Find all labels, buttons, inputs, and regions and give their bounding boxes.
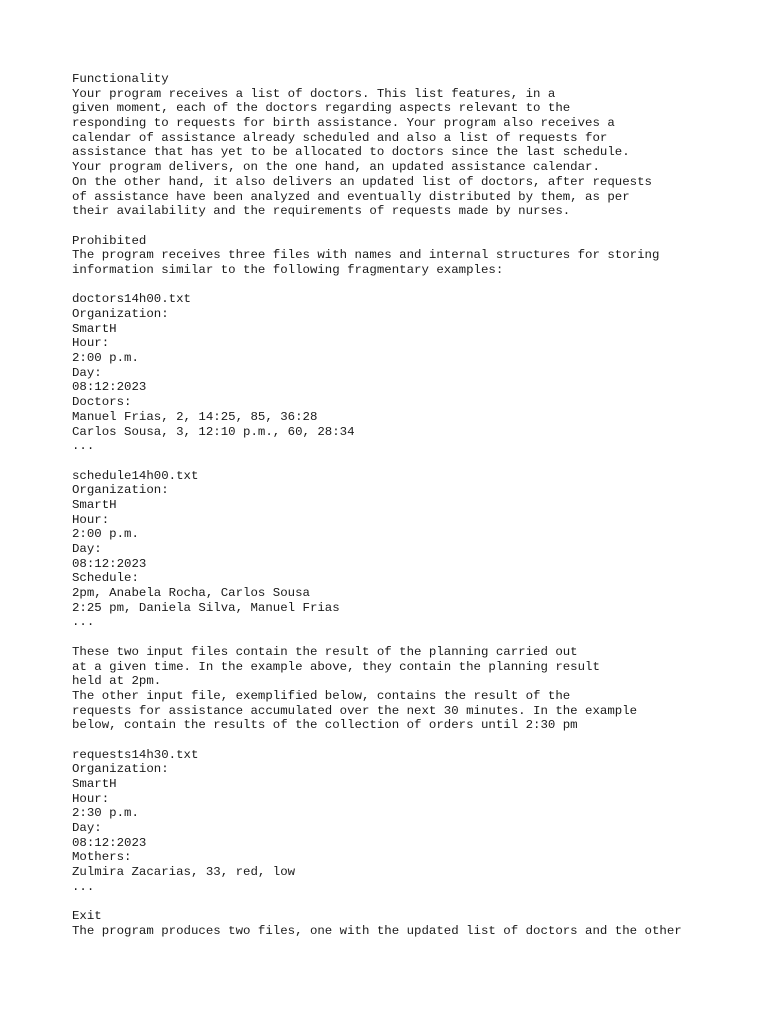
document-line: Your program receives a list of doctors. This list features, in a — [72, 86, 556, 101]
document-line: at a given time. In the example above, they contain the planning result — [72, 659, 600, 674]
document-line: given moment, each of the doctors regarding aspects relevant to the — [72, 101, 571, 116]
document-line: Prohibited — [72, 233, 147, 248]
document-line: assistance that has yet to be allocated to doctors since the last schedule. — [72, 145, 630, 160]
document-line: responding to requests for birth assistance. Your program also receives a — [72, 116, 615, 131]
document-line: SmartH — [72, 321, 117, 336]
document-line: Carlos Sousa, 3, 12:10 p.m., 60, 28:34 — [72, 424, 355, 439]
document-line: ... — [72, 879, 95, 894]
document-line — [72, 219, 712, 234]
document-line: The other input file, exemplified below, contains the result of the — [72, 688, 571, 703]
document-line: 2:00 p.m. — [72, 351, 139, 366]
document-line: Manuel Frias, 2, 14:25, 85, 36:28 — [72, 409, 318, 424]
document-line: 2pm, Anabela Rocha, Carlos Sousa — [72, 586, 310, 601]
document-line: their availability and the requirements of requests made by nurses. — [72, 204, 571, 219]
document-line: Hour: — [72, 336, 110, 351]
document-line: requests for assistance accumulated over the next 30 minutes. In the example — [72, 703, 638, 718]
document-line: requests14h30.txt — [72, 747, 199, 762]
document-line: The program produces two files, one with the updated list of doctors and the other — [72, 923, 682, 938]
document-line: Organization: — [72, 762, 169, 777]
document-line: ... — [72, 615, 95, 630]
document-line: Doctors: — [72, 395, 132, 410]
document-line: 2:25 pm, Daniela Silva, Manuel Frias — [72, 600, 340, 615]
document-line: Day: — [72, 542, 102, 556]
document-line: Schedule: — [72, 571, 139, 586]
document-line: On the other hand, it also delivers an updated list of doctors, after requests — [72, 174, 652, 189]
document-line: below, contain the results of the collection of orders until 2:30 pm — [72, 718, 578, 733]
document-line: Exit — [72, 909, 102, 924]
document-line: Mothers: — [72, 850, 132, 865]
document-line: The program receives three files with names and internal structures for storing — [72, 248, 660, 263]
document-line: Zulmira Zacarias, 33, red, low — [72, 865, 296, 880]
document-line: SmartH — [72, 497, 117, 512]
document-line: SmartH — [72, 777, 117, 791]
document-line: 08:12:2023 — [72, 835, 147, 850]
document-line — [72, 733, 712, 748]
document-line: Hour: — [72, 512, 110, 527]
document-line: doctors14h00.txt — [72, 292, 191, 307]
document-line: Organization: — [72, 483, 169, 498]
document-line: schedule14h00.txt — [72, 468, 199, 483]
document-line — [72, 278, 712, 293]
document-line: 08:12:2023 — [72, 556, 147, 571]
document-line — [72, 454, 712, 469]
document-line: ... — [72, 439, 95, 454]
document-line: of assistance have been analyzed and eventually distributed by them, as per — [72, 189, 630, 204]
document-line: 2:00 p.m. — [72, 527, 139, 542]
document-line: 2:30 p.m. — [72, 806, 139, 821]
document-line: information similar to the following fragmentary examples: — [72, 262, 504, 277]
document-line: Day: — [72, 365, 102, 380]
document-page — [72, 72, 712, 939]
document-line: held at 2pm. — [72, 674, 162, 689]
document-line: calendar of assistance already scheduled and also a list of requests for — [72, 130, 608, 145]
document-line: These two input files contain the result of the planning carried out — [72, 644, 578, 659]
document-line: 08:12:2023 — [72, 380, 147, 395]
document-line — [72, 895, 712, 910]
document-line: Day: — [72, 821, 102, 836]
document-line: Hour: — [72, 791, 110, 806]
document-line: Functionality — [72, 72, 169, 86]
document-line — [72, 630, 712, 645]
document-line: Organization: — [72, 307, 169, 321]
document-line: Your program delivers, on the one hand, an updated assistance calendar. — [72, 160, 600, 175]
